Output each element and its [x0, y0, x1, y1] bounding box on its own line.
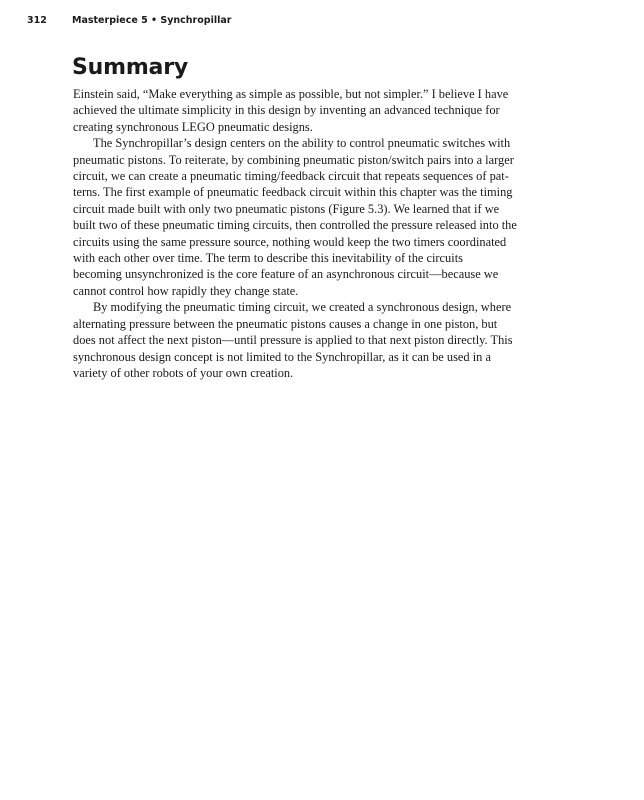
text-line: does not affect the next piston—until pressure is applied to that next piston directly. This [73, 333, 513, 348]
section-heading: Summary [72, 55, 188, 80]
text-line: becoming unsynchronized is the core feature of an asynchronous circuit—because we [73, 267, 499, 282]
running-header [27, 15, 231, 26]
text-line: terns. The first example of pneumatic feedback circuit within this chapter was the timing [73, 185, 513, 200]
text-line: cannot control how rapidly they change state. [73, 283, 299, 298]
paragraph-1 [73, 86, 573, 135]
text-line: Einstein said, “Make everything as simple as possible, but not simpler.” I believe I have [73, 87, 509, 101]
text-line: built two of these pneumatic timing circuits, then controlled the pressure released into the [73, 218, 517, 233]
text-line: alternating pressure between the pneumatic pistons causes a change in one piston, but [73, 316, 498, 331]
text-line: with each other over time. The term to describe this inevitability of the circuits [73, 251, 463, 266]
body-text [73, 86, 573, 381]
paragraph-3 [73, 299, 573, 381]
text-line: The Synchropillar’s design centers on the ability to control pneumatic switches with [93, 136, 511, 151]
running-title: Masterpiece 5 • Synchropillar [72, 15, 232, 26]
text-line: creating synchronous LEGO pneumatic designs. [73, 119, 313, 134]
text-line: By modifying the pneumatic timing circuit, we created a synchronous design, where [93, 300, 512, 315]
page-number: 312 [27, 15, 47, 26]
text-line: circuit made built with only two pneumatic pistons (Figure 5.3). We learned that if we [73, 201, 500, 216]
text-line: achieved the ultimate simplicity in this design by inventing an advanced technique for [73, 103, 500, 118]
text-line: synchronous design concept is not limited to the Synchropillar, as it can be used in a [73, 349, 491, 364]
text-line: circuits using the same pressure source, nothing would keep the two timers coordinated [73, 234, 507, 249]
paragraph-2 [73, 135, 573, 299]
text-line: pneumatic pistons. To reiterate, by combining pneumatic piston/switch pairs into a larger [73, 152, 514, 167]
text-line: variety of other robots of your own creation. [73, 365, 294, 380]
text-line: circuit, we can create a pneumatic timing/feedback circuit that repeats sequences of pat- [73, 169, 509, 184]
